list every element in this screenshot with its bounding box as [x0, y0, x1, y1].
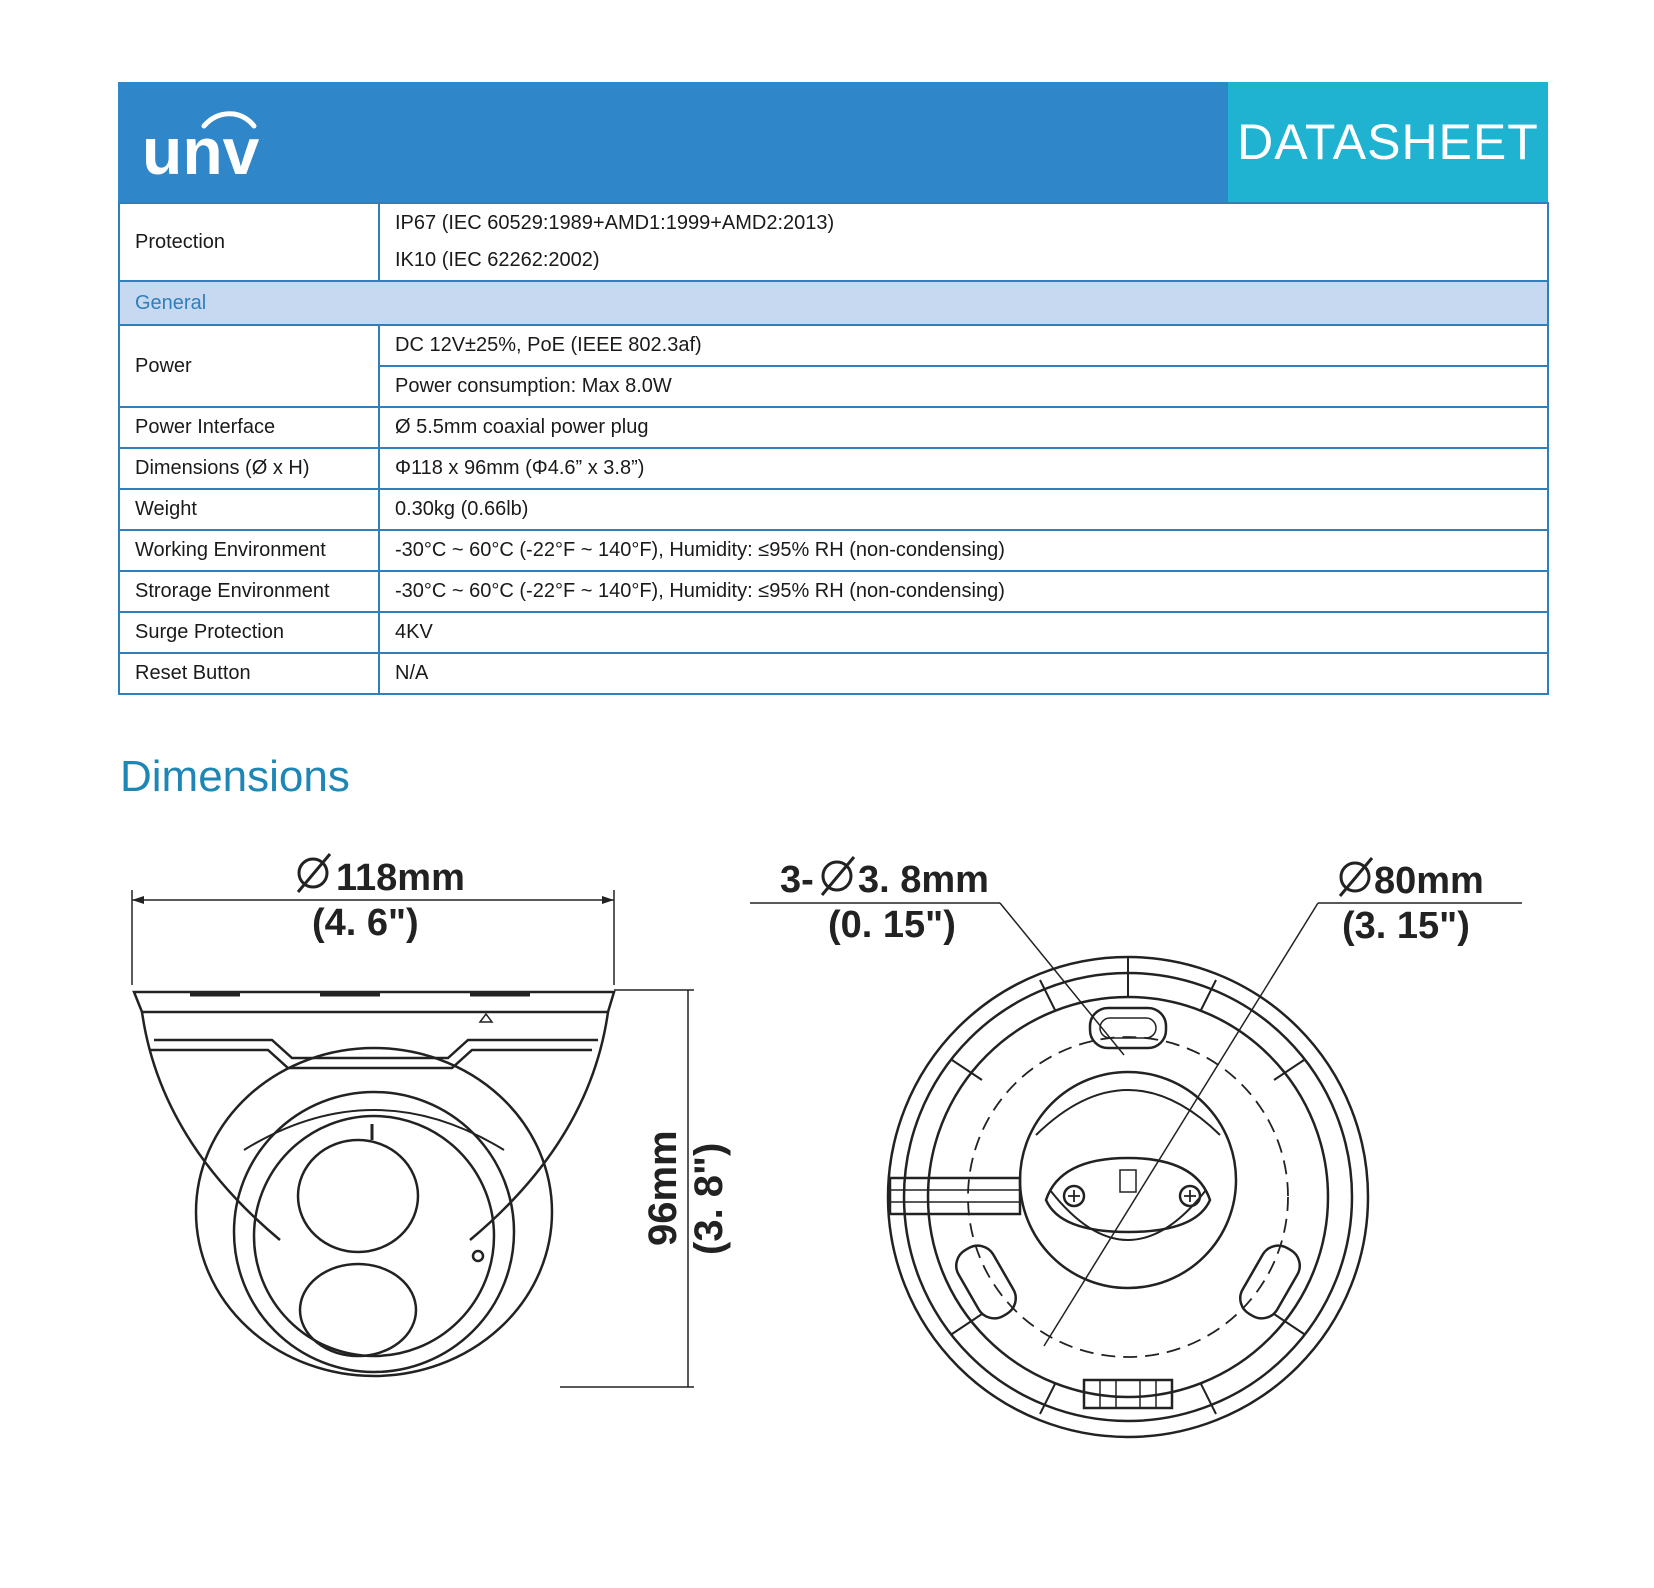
logo-text: unv: [142, 114, 260, 186]
row-label: Working Environment: [119, 530, 379, 571]
side-diameter-mm: 118mm: [336, 857, 465, 899]
row-value: N/A: [379, 653, 1548, 694]
document-type-label: DATASHEET: [1228, 82, 1548, 202]
camera-bottom-view: [750, 903, 1522, 1437]
row-label: Weight: [119, 489, 379, 530]
row-value: DC 12V±25%, PoE (IEEE 802.3af): [379, 325, 1548, 366]
row-label: Dimensions (Ø x H): [119, 448, 379, 489]
holes-diameter-mm: 3. 8mm: [858, 859, 989, 901]
row-label: Strorage Environment: [119, 571, 379, 612]
side-height-in: (3. 8"): [687, 1142, 731, 1255]
circle-diameter-mm: 80mm: [1374, 860, 1484, 902]
holes-prefix: 3-: [780, 859, 814, 901]
row-label: Surge Protection: [119, 612, 379, 653]
value-line: IK10 (IEC 62262:2002): [395, 249, 600, 271]
side-diameter-in: (4. 6"): [312, 902, 419, 944]
camera-side-view: [132, 890, 694, 1387]
circle-diameter-in: (3. 15"): [1342, 905, 1470, 947]
row-value: Power consumption: Max 8.0W: [379, 366, 1548, 407]
row-value: Φ118 x 96mm (Φ4.6” x 3.8”): [379, 448, 1548, 489]
row-value: 0.30kg (0.66lb): [379, 489, 1548, 530]
row-value: -30°C ~ 60°C (-22°F ~ 140°F), Humidity: ≤95% RH (non-condensing): [379, 571, 1548, 612]
row-label: Protection: [119, 203, 379, 281]
holes-diameter-in: (0. 15"): [828, 904, 956, 946]
row-value: 4KV: [379, 612, 1548, 653]
section-title: General: [119, 281, 1548, 325]
row-value: -30°C ~ 60°C (-22°F ~ 140°F), Humidity: ≤95% RH (non-condensing): [379, 530, 1548, 571]
dimensions-title: Dimensions: [120, 752, 350, 801]
row-value: Ø 5.5mm coaxial power plug: [379, 407, 1548, 448]
row-label: Reset Button: [119, 653, 379, 694]
side-height-mm: 96mm: [641, 1130, 685, 1246]
row-label: Power: [119, 325, 379, 407]
value-line: IP67 (IEC 60529:1989+AMD1:1999+AMD2:2013): [395, 212, 835, 234]
row-label: Power Interface: [119, 407, 379, 448]
